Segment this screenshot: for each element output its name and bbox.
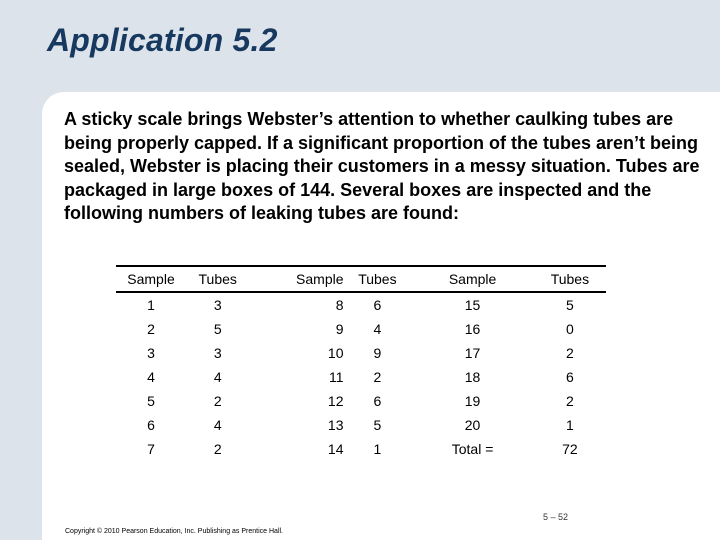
table-cell: 5 [566, 297, 574, 313]
page-number: 5 – 52 [543, 512, 569, 522]
table-cell: 20 [464, 417, 481, 433]
table-cell: 5 [213, 321, 222, 337]
table-cell: 1 [373, 441, 382, 457]
table-cell: 11 [328, 369, 344, 385]
table-cell: 10 [327, 345, 344, 361]
table-cell: 3 [213, 345, 222, 361]
table-body [116, 292, 606, 461]
table-row [116, 365, 606, 389]
table-cell: 5 [147, 393, 155, 409]
table-cell: 8 [335, 297, 344, 313]
table-cell: 2 [213, 393, 222, 409]
table-cell: 0 [566, 321, 574, 337]
table-cell: 9 [335, 321, 344, 337]
intro-paragraph: A sticky scale brings Webster’s attention to whether caulking tubes are being properly capped. If a significant proportion of the tubes aren’t being sealed, Webster is placing their customers in a messy situation. Tubes are packaged in large boxes of 144. Several boxes are inspected and the following numbers of leaking tubes are found: [64, 109, 700, 223]
table-cell: 6 [373, 393, 382, 409]
header-sample-1: Sample [116, 266, 186, 292]
table-cell: 6 [566, 369, 574, 385]
table-cell: 17 [464, 345, 481, 361]
copyright-notice: Copyright © 2010 Pearson Education, Inc. Publishing as Prentice Hall. [65, 528, 284, 535]
table-cell: 4 [373, 321, 382, 337]
header-tubes-3: Tubes [534, 266, 606, 292]
table-cell: 4 [147, 369, 155, 385]
table-row [116, 413, 606, 437]
table-cell: 15 [464, 297, 481, 313]
table-cell: 2 [213, 441, 222, 457]
table-cell: 6 [373, 297, 382, 313]
table-cell: 4 [213, 369, 222, 385]
table-cell: 1 [566, 417, 574, 433]
table-cell: 16 [464, 321, 481, 337]
table-cell: 4 [213, 417, 222, 433]
table-row [116, 389, 606, 413]
table-cell: 2 [566, 345, 574, 361]
leaking-tubes-table [116, 265, 606, 461]
header-sample-2: Sample [249, 266, 343, 292]
header-sample-3: Sample [411, 266, 534, 292]
total-label: Total = [451, 441, 494, 457]
table-cell: 7 [147, 441, 155, 457]
table-cell: 5 [373, 417, 382, 433]
table-cell: 2 [147, 321, 155, 337]
table-cell: 9 [373, 345, 382, 361]
header-tubes-1: Tubes [186, 266, 249, 292]
table-row [116, 341, 606, 365]
table-cell: 19 [464, 393, 481, 409]
table-cell: 12 [327, 393, 344, 409]
table-row [116, 292, 606, 317]
table-row [116, 437, 606, 461]
table-cell: 13 [327, 417, 344, 433]
header-tubes-2: Tubes [344, 266, 412, 292]
table-cell: 1 [147, 297, 155, 313]
slide-title: Application 5.2 [47, 22, 278, 58]
table-cell: 6 [147, 417, 155, 433]
table-cell: 3 [147, 345, 155, 361]
table-header-row [116, 266, 606, 292]
total-value: 72 [562, 441, 578, 457]
table-cell: 2 [373, 369, 382, 385]
table-cell: 3 [213, 297, 222, 313]
table-cell: 14 [327, 441, 344, 457]
table-row [116, 317, 606, 341]
table-cell: 18 [464, 369, 481, 385]
table-cell: 2 [566, 393, 574, 409]
